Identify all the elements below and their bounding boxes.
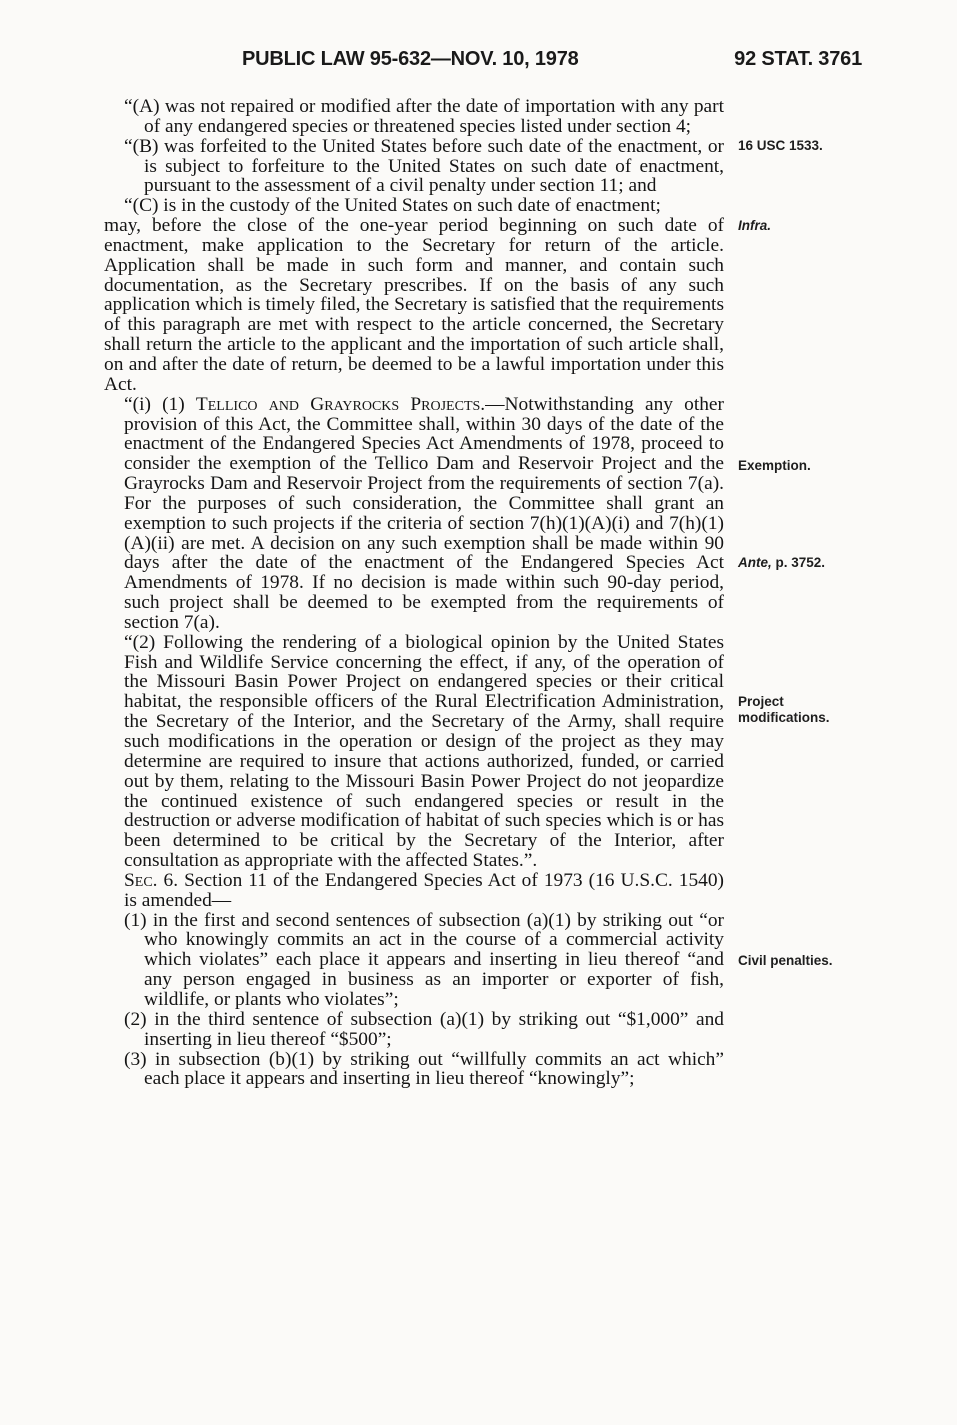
law-text bbox=[104, 97, 724, 1089]
page-header bbox=[0, 48, 957, 74]
subsection-i-1 bbox=[104, 395, 724, 633]
margin-note-usc: 16 USC 1533. bbox=[738, 138, 823, 153]
subsection-i-2: “(2) Following the rendering of a biological opinion by the United States Fish and Wildlife Service concerning the effect, if any, of the operation of the Missouri Basin Power Project on endangered species or their critical habitat, the responsible officers of the Rural Electrification Administration, the Secretary of the Interior, and the Secretary of the Army, shall require such modifications in the operation or design of the project as they may determine are required to insure that actions authorized, funded, or carried out by them, relating to the Missouri Basin Power Project do not jeopardize the continued existence of such endangered species or result in the destruction or adverse modification of habitat of such species which is or has been determined to be critical by the Secretary of the Interior, after consultation as appropriate with the affected States.”. bbox=[124, 631, 724, 872]
margin-note-civil-penalties: Civil penalties. bbox=[738, 953, 833, 968]
amendment-2: (2) in the third sentence of subsection (a)(1) by striking out “$1,000” and inserting in lieu thereof “$500”; bbox=[124, 1008, 724, 1050]
subsection-i-text: —Notwithstanding any other provision of this Act, the Committee shall, within 30 days of the date of the enactment of the Endangered Species Act Amendments of 1978, proceed to consider the exemption of the Tellico Dam and Reservoir Project and the Grayrocks Dam and Reservoir Project from the requirements of section 7(a). For the purposes of such consideration, the Committee shall grant an exemption to such projects if the criteria of section 7(h)(1)(A)(i) and 7(h)(1)(A)(ii) are met. A decision on any such exemption shall be made within 90 days after the date of the enactment of the Endangered Species Act Amendments of 1978. If no decision is made within such 90-day period, such project shall be deemed to be exempted from the requirements of section 7(a). bbox=[124, 393, 724, 633]
statute-page-number: 92 STAT. 3761 bbox=[734, 48, 862, 70]
margin-note-project-line2: modifications. bbox=[738, 710, 830, 725]
margin-note-ante bbox=[738, 555, 825, 571]
amendment-3: (3) in subsection (b)(1) by striking out “willfully commits an act which” each place it appears and inserting in lieu thereof “knowingly”; bbox=[124, 1048, 724, 1090]
amendment-1: (1) in the first and second sentences of subsection (a)(1) by striking out “or who knowingly commits an act in the course of a commercial activity which violates” each place it appears and inserting in lieu thereof “and any person engaged in business as an importer or exporter of fish, wildlife, or plants who violates”; bbox=[124, 909, 724, 1010]
clause-a: “(A) was not repaired or modified after the date of importation with any part of any endangered species or threatened species listed under section 4; bbox=[124, 96, 724, 137]
application-paragraph: may, before the close of the one-year period beginning on such date of enactment, make application to the Secretary for return of the article. Application shall be made in such form and manner, and contain such documentation, as the Secretary prescribes. If on the basis of any such application which is timely filed, the Secretary is satisfied that the requirements of this paragraph are met with respect to the article concerned, the Secretary shall return the article to the applicant and the importation of such article shall, on and after the date of return, be deemed to be a lawful importation under this Act. bbox=[104, 215, 724, 395]
clause-c: “(C) is in the custody of the United States on such date of enactment; bbox=[124, 195, 661, 217]
margin-note-ante-page: p. 3752. bbox=[771, 555, 826, 570]
margin-note-exemption: Exemption. bbox=[738, 458, 811, 473]
subsection-i-lead: “(i) (1) bbox=[124, 393, 196, 415]
section-6-text: Section 11 of the Endangered Species Act of 1973 (16 U.S.C. 1540) is amended— bbox=[124, 869, 725, 911]
margin-note-ante-word: Ante, bbox=[738, 555, 772, 570]
margin-note-infra: Infra. bbox=[738, 218, 772, 233]
margin-note-project bbox=[738, 694, 830, 726]
margin-note-project-line1: Project bbox=[738, 694, 784, 709]
clause-b: “(B) was forfeited to the United States before such date of the enactment, or is subject to forfeiture to the United States on such date of enactment, pursuant to the assessment of a civil penalty under section 11; and bbox=[124, 135, 724, 197]
subsection-i-heading: Tellico and Grayrocks Projects. bbox=[195, 393, 486, 415]
section-6 bbox=[104, 871, 724, 911]
section-6-label: Sec. 6. bbox=[124, 869, 179, 891]
running-title: PUBLIC LAW 95-632—NOV. 10, 1978 bbox=[242, 48, 579, 70]
